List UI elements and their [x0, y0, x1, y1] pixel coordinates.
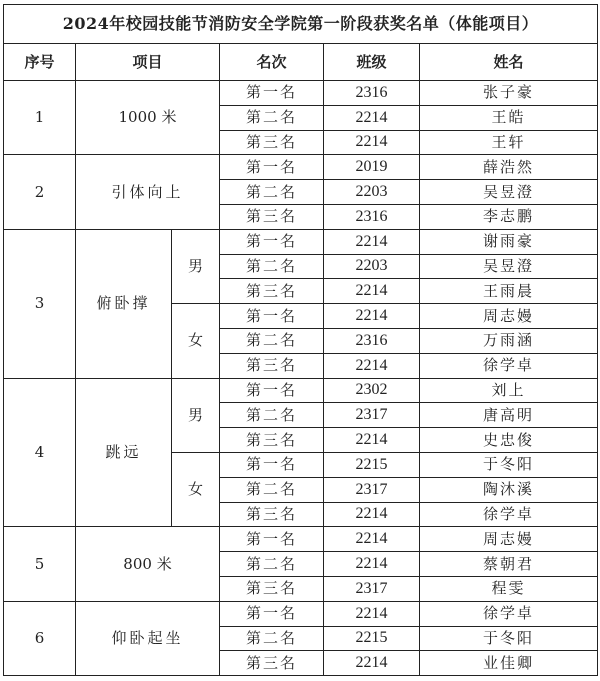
- gender-cell-female: 女: [172, 304, 220, 378]
- name-cell: 周志嫚: [420, 304, 598, 329]
- name-cell: 唐高明: [420, 403, 598, 428]
- name-cell: 于冬阳: [420, 452, 598, 477]
- name-cell: 吴昱澄: [420, 180, 598, 205]
- table-row: [4, 601, 598, 626]
- rank-cell: 第三名: [220, 353, 324, 378]
- item-cell: 引体向上: [76, 155, 220, 229]
- rank-cell: 第一名: [220, 155, 324, 180]
- seq-cell: 6: [4, 601, 76, 675]
- rank-cell: 第二名: [220, 180, 324, 205]
- table-row: [4, 155, 598, 180]
- class-cell: 2214: [324, 428, 420, 453]
- class-cell: 2214: [324, 105, 420, 130]
- class-cell: 2214: [324, 130, 420, 155]
- rank-cell: 第三名: [220, 651, 324, 676]
- rank-cell: 第三名: [220, 428, 324, 453]
- rank-cell: 第三名: [220, 130, 324, 155]
- class-cell: 2317: [324, 576, 420, 601]
- class-cell: 2316: [324, 81, 420, 106]
- rank-cell: 第一名: [220, 81, 324, 106]
- class-cell: 2317: [324, 477, 420, 502]
- item-cell: 俯卧撑: [76, 229, 172, 378]
- item-cell: 跳远: [76, 378, 172, 527]
- name-cell: 李志鹏: [420, 204, 598, 229]
- table-row: [4, 81, 598, 106]
- rank-cell: 第二名: [220, 552, 324, 577]
- rank-cell: 第三名: [220, 204, 324, 229]
- name-cell: 陶沐溪: [420, 477, 598, 502]
- award-table: [3, 4, 598, 676]
- table-row: [4, 229, 598, 254]
- table-row: [4, 378, 598, 403]
- class-cell: 2019: [324, 155, 420, 180]
- name-cell: 周志嫚: [420, 527, 598, 552]
- seq-cell: 5: [4, 527, 76, 601]
- seq-cell: 1: [4, 81, 76, 155]
- class-cell: 2214: [324, 651, 420, 676]
- class-cell: 2317: [324, 403, 420, 428]
- class-cell: 2302: [324, 378, 420, 403]
- award-table-container: [3, 4, 597, 676]
- name-cell: 谢雨豪: [420, 229, 598, 254]
- class-cell: 2214: [324, 229, 420, 254]
- rank-cell: 第一名: [220, 304, 324, 329]
- rank-cell: 第一名: [220, 229, 324, 254]
- seq-cell: 4: [4, 378, 76, 527]
- rank-cell: 第一名: [220, 378, 324, 403]
- class-cell: 2214: [324, 502, 420, 527]
- item-cell: 800 米: [76, 527, 220, 601]
- class-cell: 2214: [324, 353, 420, 378]
- name-cell: 徐学卓: [420, 502, 598, 527]
- name-cell: 薛浩然: [420, 155, 598, 180]
- rank-cell: 第二名: [220, 254, 324, 279]
- class-cell: 2203: [324, 254, 420, 279]
- class-cell: 2214: [324, 527, 420, 552]
- name-cell: 万雨涵: [420, 328, 598, 353]
- rank-cell: 第三名: [220, 279, 324, 304]
- gender-cell-male: 男: [172, 229, 220, 303]
- rank-cell: 第一名: [220, 527, 324, 552]
- name-cell: 徐学卓: [420, 601, 598, 626]
- class-cell: 2215: [324, 626, 420, 651]
- rank-cell: 第三名: [220, 576, 324, 601]
- class-cell: 2214: [324, 304, 420, 329]
- seq-cell: 3: [4, 229, 76, 378]
- name-cell: 王皓: [420, 105, 598, 130]
- rank-cell: 第二名: [220, 403, 324, 428]
- header-seq: 序号: [4, 44, 76, 81]
- rank-cell: 第一名: [220, 452, 324, 477]
- seq-cell: 2: [4, 155, 76, 229]
- name-cell: 业佳卿: [420, 651, 598, 676]
- rank-cell: 第三名: [220, 502, 324, 527]
- header-name: 姓名: [420, 44, 598, 81]
- rank-cell: 第二名: [220, 328, 324, 353]
- table-row: [4, 527, 598, 552]
- class-cell: 2316: [324, 204, 420, 229]
- gender-cell-female: 女: [172, 452, 220, 526]
- header-row: [4, 44, 598, 81]
- header-class: 班级: [324, 44, 420, 81]
- name-cell: 史忠俊: [420, 428, 598, 453]
- rank-cell: 第一名: [220, 601, 324, 626]
- rank-cell: 第二名: [220, 105, 324, 130]
- class-cell: 2203: [324, 180, 420, 205]
- name-cell: 张子豪: [420, 81, 598, 106]
- name-cell: 王轩: [420, 130, 598, 155]
- item-cell: 仰卧起坐: [76, 601, 220, 675]
- rank-cell: 第二名: [220, 477, 324, 502]
- name-cell: 程雯: [420, 576, 598, 601]
- item-cell: 1000 米: [76, 81, 220, 155]
- name-cell: 刘上: [420, 378, 598, 403]
- header-item: 项目: [76, 44, 220, 81]
- name-cell: 王雨晨: [420, 279, 598, 304]
- gender-cell-male: 男: [172, 378, 220, 452]
- name-cell: 吴昱澄: [420, 254, 598, 279]
- class-cell: 2214: [324, 601, 420, 626]
- name-cell: 于冬阳: [420, 626, 598, 651]
- class-cell: 2215: [324, 452, 420, 477]
- class-cell: 2214: [324, 552, 420, 577]
- name-cell: 蔡朝君: [420, 552, 598, 577]
- name-cell: 徐学卓: [420, 353, 598, 378]
- rank-cell: 第二名: [220, 626, 324, 651]
- class-cell: 2214: [324, 279, 420, 304]
- page-title: 2024年校园技能节消防安全学院第一阶段获奖名单（体能项目）: [4, 5, 598, 44]
- header-rank: 名次: [220, 44, 324, 81]
- class-cell: 2316: [324, 328, 420, 353]
